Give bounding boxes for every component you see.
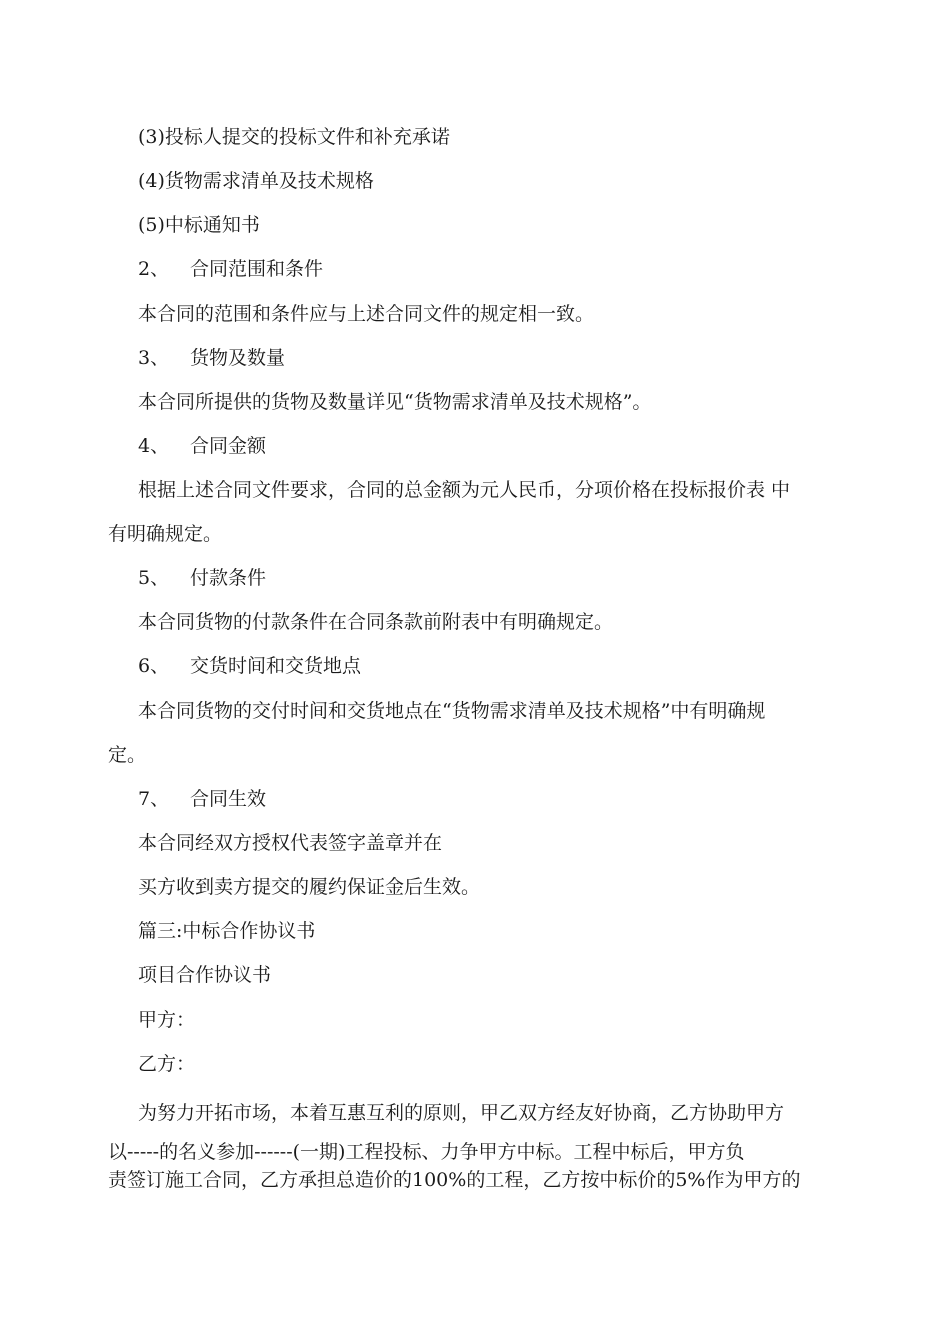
section-number: 6、	[138, 655, 170, 677]
party-b-label: 乙方：	[138, 1053, 196, 1075]
paragraph-line: 根据上述合同文件要求，合同的总金额为元人民币，分项价格在投标报价表 中	[138, 479, 791, 501]
paragraph-line: 定。	[108, 744, 147, 766]
paragraph-line: 责签订施工合同，乙方承担总造价的100%的工程，乙方按中标价的5%作为甲方的	[108, 1169, 801, 1191]
paragraph: 本合同货物的付款条件在合同条款前附表中有明确规定。	[138, 611, 614, 633]
section-number: 5、	[138, 567, 170, 589]
section-heading-3	[138, 346, 285, 370]
party-a-label: 甲方：	[138, 1009, 196, 1031]
section-heading-4	[138, 434, 266, 458]
section-title: 合同金额	[190, 435, 267, 457]
paragraph: 买方收到卖方提交的履约保证金后生效。	[138, 876, 481, 898]
section-title: 交货时间和交货地点	[190, 655, 362, 677]
paragraph: 本合同的范围和条件应与上述合同文件的规定相一致。	[138, 303, 595, 325]
section-title: 合同范围和条件	[190, 258, 324, 280]
paragraph-line: 为努力开拓市场，本着互惠互利的原则，甲乙双方经友好协商，乙方协助甲方	[138, 1102, 785, 1124]
section-number: 2、	[138, 258, 170, 280]
section-number: 3、	[138, 347, 170, 369]
section-title: 付款条件	[190, 567, 267, 589]
paragraph-line: 有明确规定。	[108, 523, 223, 545]
paragraph: 本合同所提供的货物及数量详见“货物需求清单及技术规格”。	[138, 391, 652, 413]
paragraph-line: 以-----的名义参加------(一期)工程投标、力争甲方中标。工程中标后，甲方负	[108, 1141, 745, 1163]
list-item-3: (3)投标人提交的投标文件和补充承诺	[138, 126, 450, 148]
section-title: 货物及数量	[190, 347, 286, 369]
list-item-4: (4)货物需求清单及技术规格	[138, 170, 374, 192]
section-title: 合同生效	[190, 788, 267, 810]
chapter-title: 篇三:中标合作协议书	[138, 920, 316, 942]
section-heading-5	[138, 566, 266, 590]
section-heading-2	[138, 257, 323, 281]
agreement-title: 项目合作协议书	[138, 964, 272, 986]
paragraph-line: 本合同货物的交付时间和交货地点在“货物需求清单及技术规格”中有明确规	[138, 700, 766, 722]
section-heading-6	[138, 654, 361, 678]
section-number: 7、	[138, 788, 170, 810]
list-item-5: (5)中标通知书	[138, 214, 260, 236]
section-heading-7	[138, 787, 266, 811]
paragraph: 本合同经双方授权代表签字盖章并在	[138, 832, 443, 854]
section-number: 4、	[138, 435, 170, 457]
